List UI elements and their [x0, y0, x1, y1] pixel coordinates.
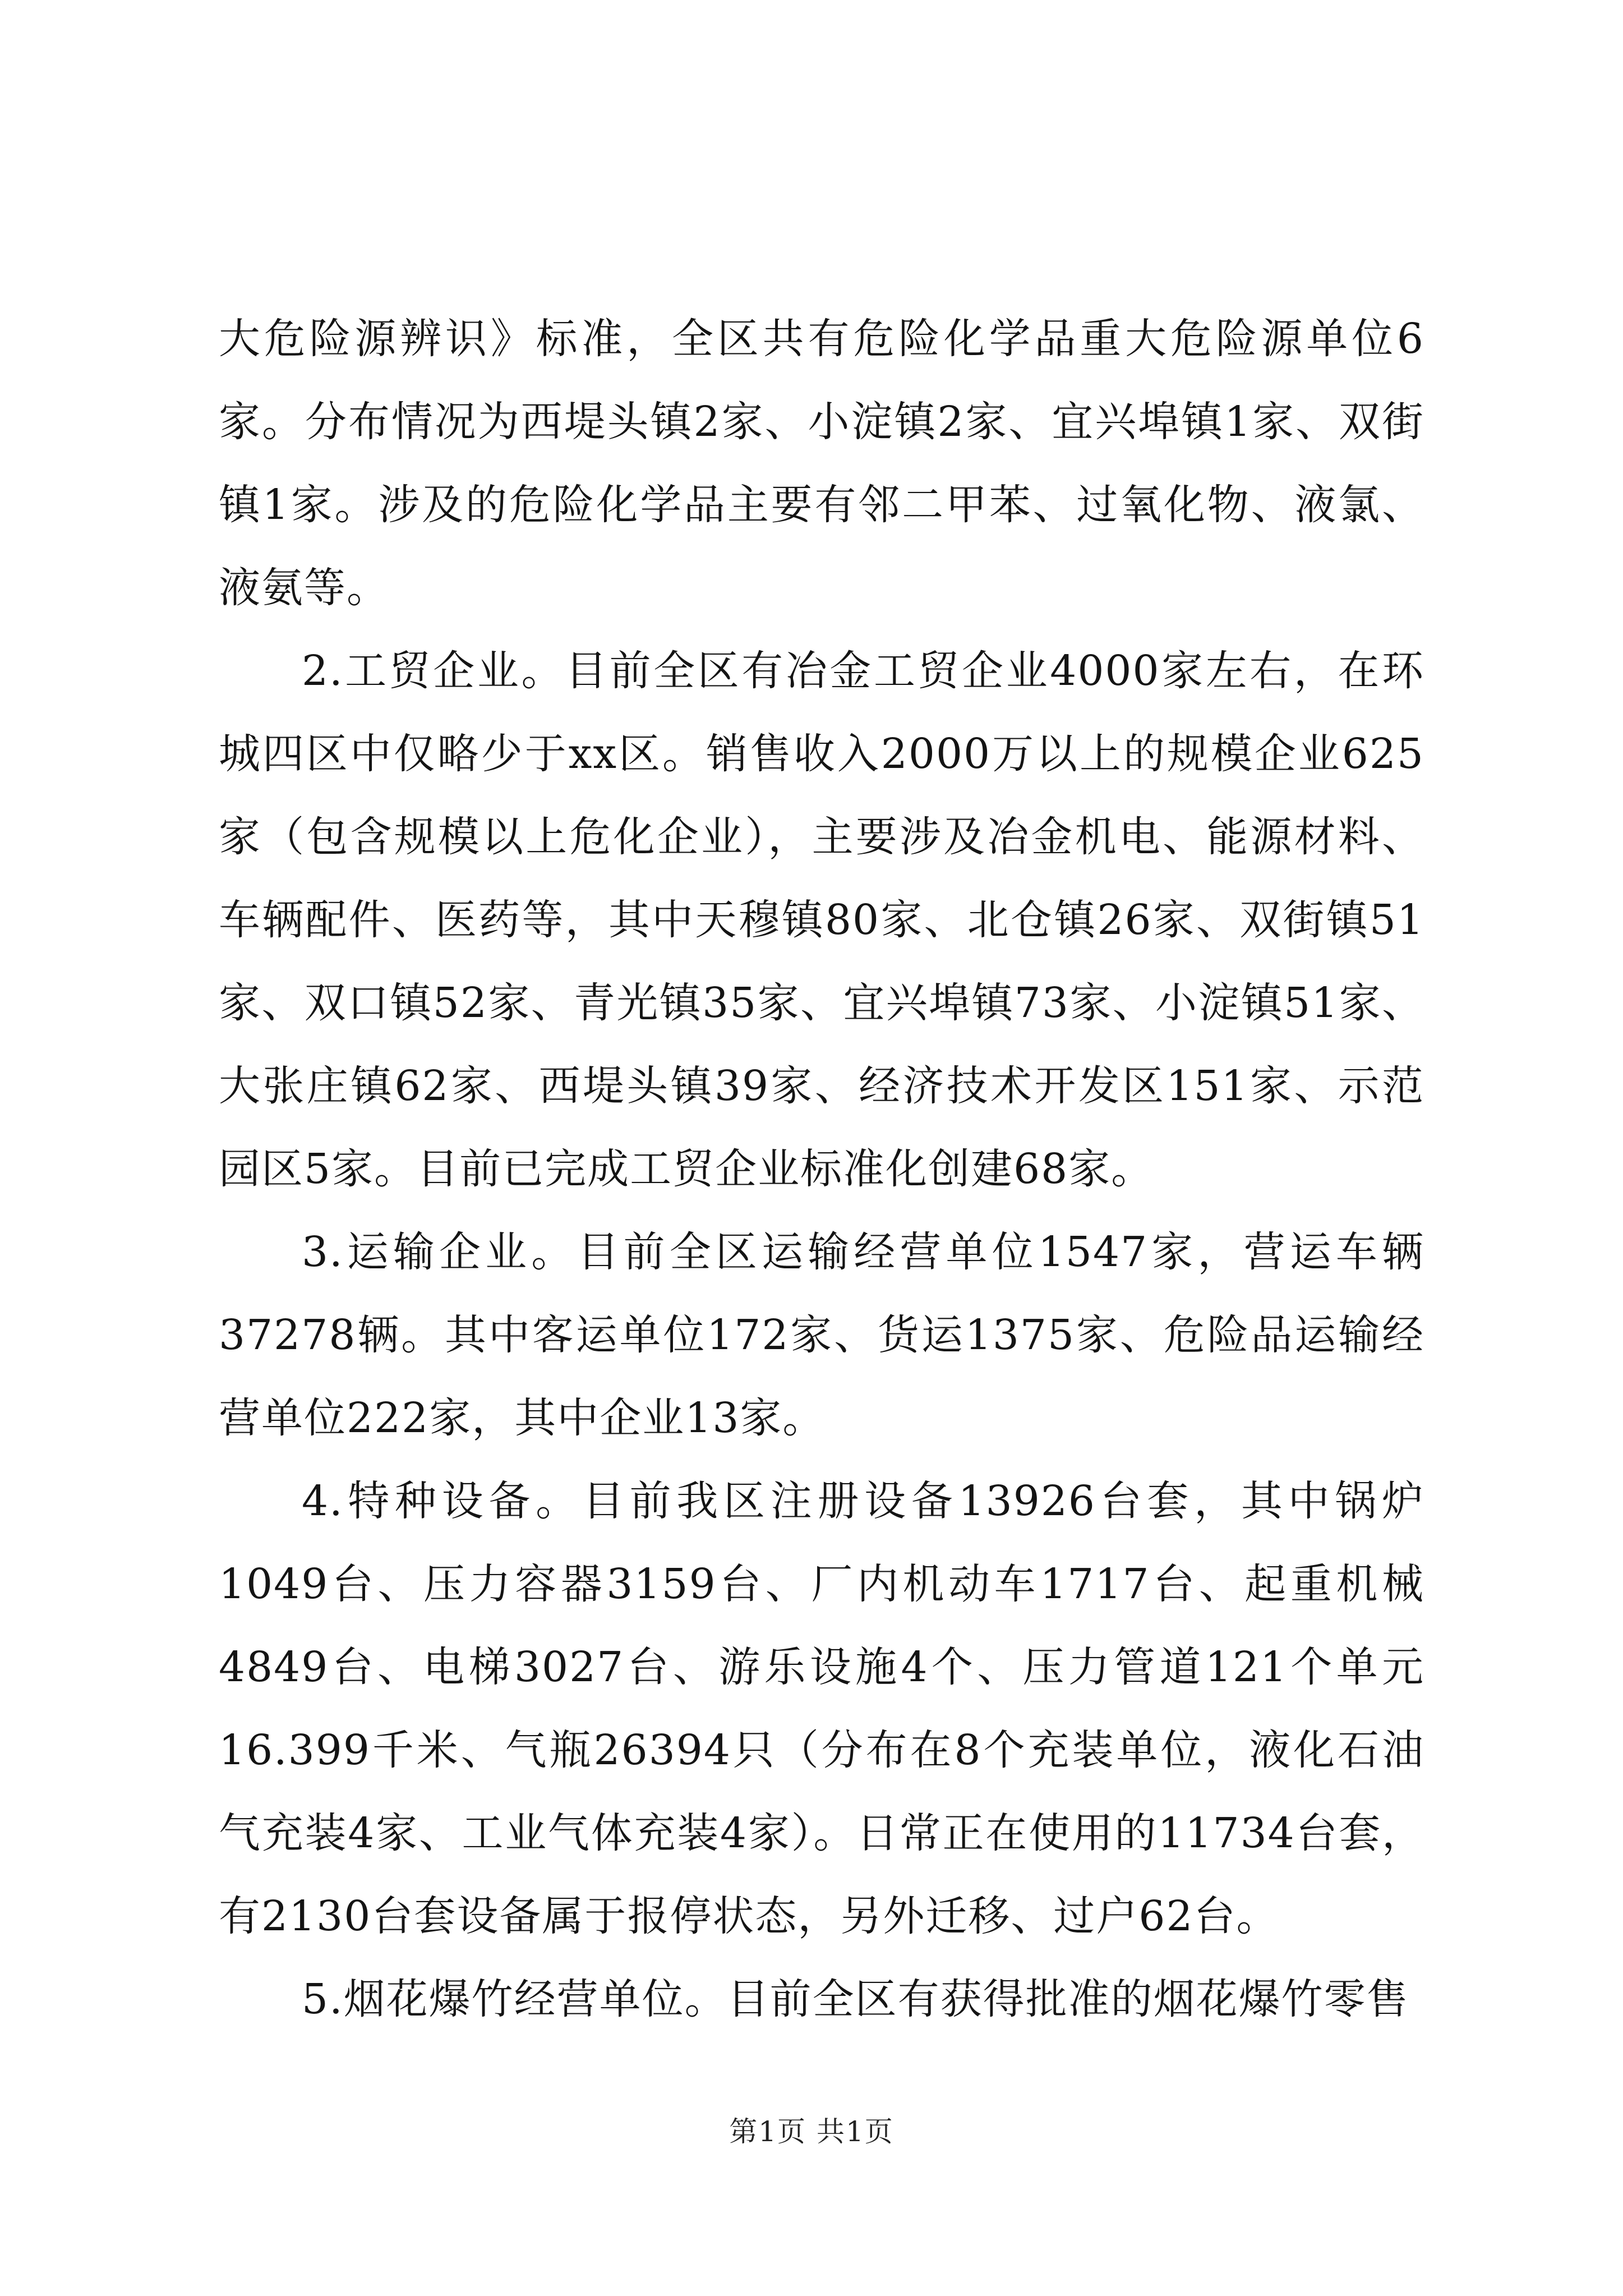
paragraph-fireworks-units: 5.烟花爆竹经营单位。目前全区有获得批准的烟花爆竹零售 — [302, 1975, 1409, 2023]
paragraph-special-equipment: 4.特种设备。目前我区注册设备13926台套，其中锅炉1049台、压力容器3159台、厂内机动车1717台、起重机械4849台、电梯3027台、游乐设施4个、压力管道121个单元16.399千米、气瓶26394只（分布在8个充装单位，液化石油气充装4家、工业气体充装4家）。日常正在使用的11734台套，有2130台套设备属于报停状态，另外迁移、过户62台。 — [219, 1477, 1424, 1940]
page-footer: 第1页 共1页 — [729, 2115, 894, 2148]
paragraph-industrial-enterprises: 2.工贸企业。目前全区有冶金工贸企业4000家左右，在环城四区中仅略少于xx区。销售收入2000万以上的规模企业625家（包含规模以上危化企业），主要涉及冶金机电、能源材料、车辆配件、医药等，其中天穆镇80家、北仓镇26家、双街镇51家、双口镇52家、青光镇35家、宜兴埠镇73家、小淀镇51家、大张庄镇62家、西堤头镇39家、经济技术开发区151家、示范园区5家。目前已完成工贸企业标准化创建68家。 — [219, 647, 1424, 1193]
paragraph-hazard-sources: 大危险源辨识》标准，全区共有危险化学品重大危险源单位6家。分布情况为西堤头镇2家、小淀镇2家、宜兴埠镇1家、双街镇1家。涉及的危险化学品主要有邻二甲苯、过氧化物、液氯、液氨等。 — [219, 315, 1424, 612]
document-body — [219, 297, 1424, 2041]
paragraph-transport-enterprises: 3.运输企业。目前全区运输经营单位1547家，营运车辆37278辆。其中客运单位172家、货运1375家、危险品运输经营单位222家，其中企业13家。 — [219, 1228, 1424, 1442]
